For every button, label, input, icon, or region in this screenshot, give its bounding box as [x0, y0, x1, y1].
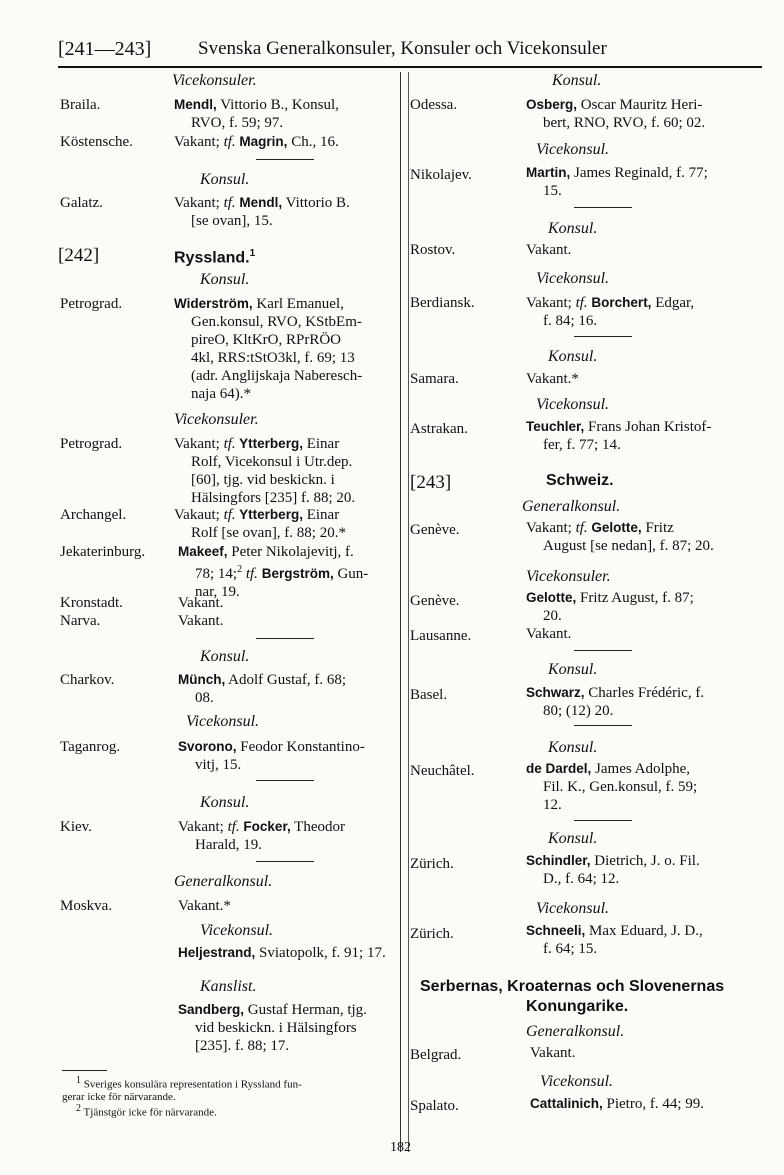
column-divider-right: [408, 72, 409, 1152]
consul-entry: Vakant.*: [178, 898, 231, 914]
running-title: Svenska Generalkonsuler, Konsuler och Vicekonsuler: [198, 38, 607, 59]
place-name: Lausanne.: [410, 628, 472, 644]
heading-vicekonsul: Vicekonsul.: [536, 900, 610, 917]
consul-entry: Vakant; tf. Gelotte, Fritz August [se nedan], f. 87; 20.: [526, 520, 714, 554]
place-name: Genève.: [410, 593, 460, 609]
section-number: [243]: [410, 472, 452, 493]
heading-generalkonsul: Generalkonsul.: [522, 498, 621, 515]
place-name: Moskva.: [60, 898, 113, 914]
page-range: [241—243]: [58, 38, 152, 60]
consul-entry: de Dardel, James Adolphe, Fil. K., Gen.konsul, f. 59; 12.: [526, 761, 698, 813]
consul-entry: Mendl, Vittorio B., Konsul, RVO, f. 59; 97.: [174, 97, 339, 131]
place-name: Köstensche.: [60, 134, 133, 150]
consul-entry: Vakant; tf. Focker, Theodor Harald, 19.: [178, 819, 345, 853]
place-name: Odessa.: [410, 97, 458, 113]
country-heading: Serbernas, Kroaternas och Slovenernas: [420, 978, 725, 995]
place-name: Neuchâtel.: [410, 763, 475, 779]
place-name: Taganrog.: [60, 739, 121, 755]
place-name: Nikolajev.: [410, 167, 472, 183]
heading-generalkonsul: Generalkonsul.: [526, 1023, 625, 1040]
footnote: 1 Sveriges konsulära representation i Ryssland fun- gerar icke för närvarande. 2 Tjänstgör icke för närvarande.: [62, 1075, 302, 1119]
consul-entry: Vakant.*: [526, 371, 579, 387]
consul-entry: Vakaut; tf. Ytterberg, Einar Rolf [se ovan], f. 88; 20.*: [174, 507, 346, 541]
separator-rule: [574, 207, 632, 208]
heading-vicekonsul: Vicekonsul.: [540, 1073, 614, 1090]
country-heading: Schweiz.: [546, 472, 614, 489]
separator-rule: [256, 159, 314, 160]
separator-rule: [574, 725, 632, 726]
heading-vicekonsul: Vicekonsul.: [536, 141, 610, 158]
consul-entry: Schwarz, Charles Frédéric, f. 80; (12) 20.: [526, 685, 705, 719]
heading-konsul: Konsul.: [548, 661, 598, 678]
place-name: Rostov.: [410, 242, 456, 258]
separator-rule: [256, 780, 314, 781]
place-name: Archangel.: [60, 507, 127, 523]
consul-entry: Münch, Adolf Gustaf, f. 68; 08.: [178, 672, 347, 706]
consul-entry: Vakant.: [526, 242, 572, 258]
place-name: Zürich.: [410, 856, 454, 872]
consul-entry: Vakant; tf. Ytterberg, Einar Rolf, Vicekonsul i Utr.dep. [60], tjg. vid beskickn. i Hälsingfors [235] f. 88; 20.: [174, 436, 356, 506]
consul-entry: Cattalinich, Pietro, f. 44; 99.: [530, 1096, 705, 1112]
heading-kanslist: Kanslist.: [200, 978, 257, 995]
separator-rule: [574, 650, 632, 651]
heading-konsul: Konsul.: [200, 648, 250, 665]
separator-rule: [574, 820, 632, 821]
consul-entry: Widerström, Karl Emanuel, Gen.konsul, RVO, KStbEm- pireO, KltKrO, RPrRÖO 4kl, RRS:tStO3kl, f. 69; 13 (adr. Anglijskaja Naberesch- naja 64).*: [174, 296, 363, 402]
consul-entry: Schneeli, Max Eduard, J. D., f. 64; 15.: [526, 923, 703, 957]
place-name: Genève.: [410, 522, 460, 538]
consul-entry: Sandberg, Gustaf Herman, tjg. vid beskickn. i Hälsingfors [235]. f. 88; 17.: [178, 1002, 367, 1054]
consul-entry: Vakant.: [530, 1045, 576, 1061]
heading-konsul: Konsul.: [548, 739, 598, 756]
place-name: Jekaterinburg.: [60, 544, 146, 560]
heading-vicekonsul: Vicekonsul.: [200, 922, 274, 939]
consul-entry: Schindler, Dietrich, J. o. Fil. D., f. 64; 12.: [526, 853, 700, 887]
heading-vicekonsul: Vicekonsul.: [536, 270, 610, 287]
country-heading-cont: Konungarike.: [526, 998, 629, 1015]
place-name: Spalato.: [410, 1098, 459, 1114]
heading-konsul: Konsul.: [200, 271, 250, 288]
consul-entry: Vakant; tf. Magrin, Ch., 16.: [174, 134, 339, 150]
place-name: Astrakan.: [410, 421, 468, 437]
consul-entry: Heljestrand, Sviatopolk, f. 91; 17.: [178, 945, 386, 961]
place-name: Petrograd.: [60, 436, 123, 452]
heading-konsul: Konsul.: [548, 348, 598, 365]
heading-vicekonsul: Vicekonsul.: [186, 713, 260, 730]
consul-entry: Osberg, Oscar Mauritz Heri- bert, RNO, RVO, f. 60; 02.: [526, 97, 706, 131]
heading-vicekonsuler: Vicekonsuler.: [174, 411, 259, 428]
heading-vicekonsuler: Vicekonsuler.: [172, 72, 257, 89]
consul-entry: Teuchler, Frans Johan Kristof- fer, f. 77; 14.: [526, 419, 712, 453]
heading-konsul: Konsul.: [548, 830, 598, 847]
consul-entry: Makeef, Peter Nikolajevitj, f. 78; 14;$^2$ tf. Bergström, Gun- nar, 19.: [178, 544, 369, 600]
separator-rule: [574, 336, 632, 337]
place-name: Kronstadt.: [60, 595, 123, 611]
heading-konsul: Konsul.: [200, 794, 250, 811]
heading-vicekonsul: Vicekonsul.: [536, 396, 610, 413]
heading-konsul: Konsul.: [548, 220, 598, 237]
country-heading: Ryssland.$^1$: [174, 248, 256, 267]
consul-entry: Vakant.: [178, 595, 224, 611]
separator-rule: [256, 638, 314, 639]
place-name: Narva.: [60, 613, 101, 629]
section-number: [242]: [58, 245, 100, 266]
separator-rule: [256, 861, 314, 862]
column-divider: [400, 72, 401, 1152]
place-name: Basel.: [410, 687, 448, 703]
consul-entry: Vakant.: [178, 613, 224, 629]
footnote-rule: [62, 1070, 107, 1071]
consul-entry: Vakant; tf. Borchert, Edgar, f. 84; 16.: [526, 295, 695, 329]
header-rule: [58, 66, 762, 68]
place-name: Galatz.: [60, 195, 103, 211]
place-name: Berdiansk.: [410, 295, 475, 311]
consul-entry: Vakant.: [526, 626, 572, 642]
place-name: Kiev.: [60, 819, 92, 835]
place-name: Charkov.: [60, 672, 115, 688]
heading-generalkonsul: Generalkonsul.: [174, 873, 273, 890]
place-name: Braila.: [60, 97, 101, 113]
consul-entry: Martin, James Reginald, f. 77; 15.: [526, 165, 708, 199]
place-name: Petrograd.: [60, 296, 123, 312]
place-name: Belgrad.: [410, 1047, 462, 1063]
heading-konsul: Konsul.: [552, 72, 602, 89]
heading-konsul: Konsul.: [200, 171, 250, 188]
page-number: 182: [390, 1140, 411, 1155]
consul-entry: Gelotte, Fritz August, f. 87; 20.: [526, 590, 694, 624]
place-name: Samara.: [410, 371, 459, 387]
place-name: Zürich.: [410, 926, 454, 942]
consul-entry: Svorono, Feodor Konstantino- vitj, 15.: [178, 739, 365, 773]
consul-entry: Vakant; tf. Mendl, Vittorio B. [se ovan], 15.: [174, 195, 350, 229]
heading-vicekonsuler: Vicekonsuler.: [526, 568, 611, 585]
